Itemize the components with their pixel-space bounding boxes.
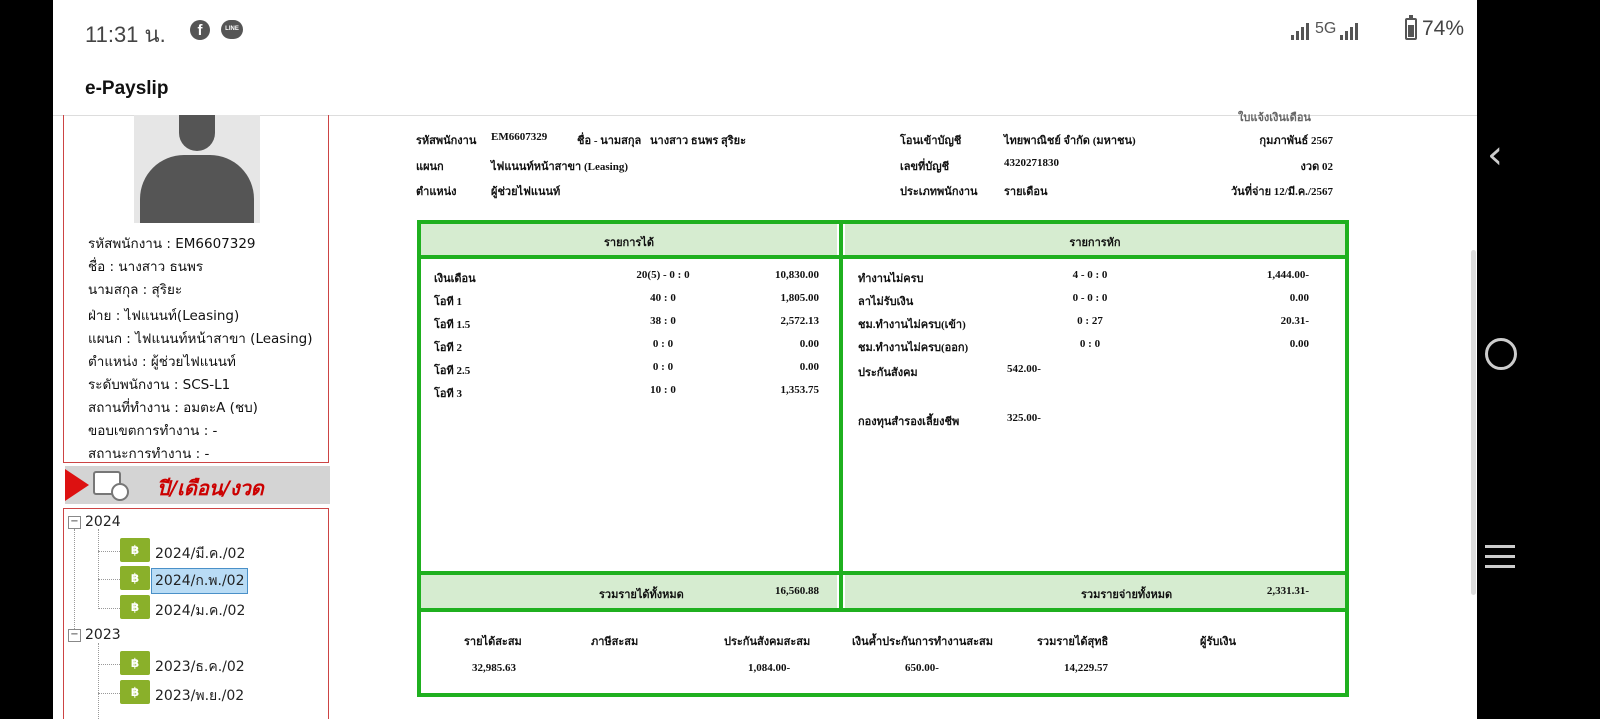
- avatar-body: [140, 155, 254, 223]
- tree-line: [74, 529, 75, 629]
- back-icon[interactable]: ‹: [1487, 132, 1503, 178]
- home-icon[interactable]: [1485, 338, 1517, 370]
- deduct-amount: 0.00: [1289, 338, 1309, 350]
- facebook-icon: f: [190, 20, 210, 40]
- deduct-qty: 0 : 0: [1079, 338, 1101, 350]
- tree-year-2023[interactable]: [68, 627, 121, 643]
- deduct-qty: 4 - 0 : 0: [1072, 269, 1108, 281]
- deduct-label: ทำงานไม่ครบ: [858, 273, 924, 285]
- name-value: นางสาว ธนพร สุริยะ: [650, 135, 747, 147]
- income-label: โอที 3: [434, 388, 463, 400]
- tree-line: [98, 643, 99, 719]
- income-label: โอที 2.5: [434, 365, 471, 377]
- info-workplace: สถานที่ทำงาน : อมตะA (ชบ): [88, 400, 258, 416]
- deduct-amount: 20.31-: [1280, 315, 1309, 327]
- collapse-icon[interactable]: −: [68, 516, 81, 529]
- app-title: e-Payslip: [85, 78, 169, 99]
- payslip-icon[interactable]: ฿: [120, 595, 150, 619]
- tree-line: [98, 608, 120, 609]
- info-first-name: ชื่อ : นางสาว ธนพร: [88, 259, 204, 275]
- social-security-value: 542.00-: [1007, 363, 1041, 375]
- transfer-label: โอนเข้าบัญชี: [900, 135, 962, 147]
- collapse-icon[interactable]: −: [68, 629, 81, 642]
- income-amount: 1,353.75: [780, 384, 819, 396]
- payslip-icon[interactable]: ฿: [120, 566, 150, 590]
- summary-value: 14,229.57: [1064, 662, 1108, 674]
- emp-type-label: ประเภทพนักงาน: [900, 186, 978, 198]
- dept-label: แผนก: [416, 161, 444, 173]
- info-position: ตำแหน่ง : ผู้ช่วยไฟแนนท์: [88, 354, 236, 370]
- line-app-icon: LINE: [221, 20, 243, 39]
- screen: [53, 0, 1523, 719]
- tree-line: [98, 664, 120, 665]
- income-label: เงินเดือน: [434, 273, 476, 285]
- summary-header: ผู้รับเงิน: [1200, 636, 1236, 648]
- summary-header: ประกันสังคมสะสม: [724, 636, 811, 648]
- info-department: แผนก : ไฟแนนท์หน้าสาขา (Leasing): [88, 331, 313, 347]
- total-deduct-label: รวมรายจ่ายทั้งหมด: [1081, 589, 1173, 601]
- info-scope: ขอบเขตการทำงาน : -: [88, 423, 218, 439]
- account-label: เลขที่บัญชี: [900, 161, 950, 173]
- signal-icon: [1291, 22, 1311, 40]
- summary-value: 1,084.00-: [748, 662, 791, 674]
- tree-line: [98, 579, 120, 580]
- table-divider: [839, 220, 843, 612]
- table-rule: [417, 255, 1349, 259]
- income-amount: 0.00: [799, 338, 819, 350]
- social-security-label: ประกันสังคม: [858, 367, 918, 379]
- income-qty: 0 : 0: [652, 338, 674, 350]
- income-amount: 2,572.13: [780, 315, 819, 327]
- avatar: [134, 115, 260, 223]
- deduct-label: ลาไม่รับเงิน: [858, 296, 914, 308]
- income-amount: 1,805.00: [780, 292, 819, 304]
- deduct-amount: 0.00: [1289, 292, 1309, 304]
- bank-value: ไทยพาณิชย์ จำกัด (มหาชน): [1004, 135, 1136, 147]
- menu-icon[interactable]: [1485, 545, 1515, 575]
- employee-profile: [63, 115, 329, 463]
- emp-code-value: EM6607329: [491, 131, 548, 143]
- position-label: ตำแหน่ง: [416, 186, 457, 198]
- provident-fund-label: กองทุนสำรองเลี้ยงชีพ: [858, 416, 960, 428]
- tree-year-label: 2024: [85, 514, 121, 530]
- income-label: โอที 1: [434, 296, 463, 308]
- total-income-value: 16,560.88: [775, 585, 819, 597]
- income-header: รายการได้: [604, 237, 654, 249]
- total-income-label: รวมรายได้ทั้งหมด: [599, 589, 684, 601]
- signal-icon-2: [1340, 22, 1360, 40]
- deduct-qty: 0 - 0 : 0: [1072, 292, 1108, 304]
- dept-value: ไฟแนนท์หน้าสาขา (Leasing): [491, 161, 628, 173]
- emp-code-label: รหัสพนักงาน: [416, 135, 477, 147]
- income-qty: 40 : 0: [650, 292, 676, 304]
- income-qty: 0 : 0: [652, 361, 674, 373]
- income-qty: 10 : 0: [650, 384, 676, 396]
- battery-icon: [1405, 18, 1417, 40]
- avatar-head: [179, 115, 215, 151]
- income-qty: 20(5) - 0 : 0: [636, 269, 690, 281]
- deduct-qty: 0 : 27: [1077, 315, 1103, 327]
- battery-percent: 74%: [1422, 17, 1465, 40]
- info-division: ฝ่าย : ไฟแนนท์(Leasing): [88, 308, 240, 324]
- deduct-amount: 1,444.00-: [1266, 269, 1309, 281]
- info-status: สถานะการทำงาน : -: [88, 446, 210, 462]
- tree-year-2024[interactable]: [68, 514, 121, 530]
- deduct-label: ชม.ทำงานไม่ครบ(ออก): [858, 342, 969, 354]
- summary-header: รายได้สะสม: [464, 636, 522, 648]
- tree-line: [98, 551, 120, 552]
- table-rule: [417, 571, 1349, 575]
- info-emp-code: รหัสพนักงาน : EM6607329: [88, 236, 256, 252]
- period-title: ปี/เดือน/งวด: [157, 476, 264, 500]
- payslip-icon[interactable]: ฿: [120, 651, 150, 675]
- tree-item-2023-dec[interactable]: 2023/ธ.ค./02: [155, 659, 245, 675]
- total-deduct-value: 2,331.31-: [1266, 585, 1309, 597]
- pay-month: กุมภาพันธ์ 2567: [1259, 135, 1333, 147]
- income-amount: 10,830.00: [775, 269, 819, 281]
- scrollbar[interactable]: [1471, 250, 1476, 595]
- tree-item-2024-feb[interactable]: 2024/ก.พ./02: [151, 568, 248, 594]
- provident-fund-value: 325.00-: [1007, 412, 1041, 424]
- period-tree: [63, 508, 329, 719]
- tree-line: [98, 693, 120, 694]
- deduct-header: รายการหัก: [1069, 237, 1121, 249]
- status-time: 11:31 น.: [85, 22, 166, 47]
- account-value: 4320271830: [1004, 157, 1059, 169]
- payslip-icon[interactable]: ฿: [120, 538, 150, 562]
- position-value: ผู้ช่วยไฟแนนท์: [491, 186, 561, 198]
- info-level: ระดับพนักงาน : SCS-L1: [88, 377, 231, 393]
- name-label: ชื่อ - นามสกุล: [577, 135, 642, 147]
- tree-year-label: 2023: [85, 627, 121, 643]
- summary-value: 32,985.63: [472, 662, 516, 674]
- arrow-icon: [65, 469, 89, 501]
- status-bar: [53, 0, 1523, 60]
- income-qty: 38 : 0: [650, 315, 676, 327]
- pay-date: วันที่จ่าย 12/มี.ค./2567: [1231, 186, 1333, 198]
- calendar-icon: [93, 471, 121, 495]
- table-rule: [417, 608, 1349, 612]
- battery-fill: [1408, 25, 1414, 37]
- summary-value: 650.00-: [905, 662, 939, 674]
- emp-type-value: รายเดือน: [1004, 186, 1048, 198]
- income-label: โอที 2: [434, 342, 463, 354]
- info-last-name: นามสกุล : สุริยะ: [88, 282, 183, 298]
- summary-header: ภาษีสะสม: [591, 636, 639, 648]
- income-amount: 0.00: [799, 361, 819, 373]
- tree-item-2024-mar[interactable]: 2024/มี.ค./02: [155, 546, 246, 562]
- tree-item-2023-nov[interactable]: 2023/พ.ย./02: [155, 688, 245, 704]
- payslip-icon[interactable]: ฿: [120, 680, 150, 704]
- summary-header: เงินค้ำประกันการทำงานสะสม: [852, 636, 993, 648]
- summary-header: รวมรายได้สุทธิ: [1037, 636, 1109, 648]
- period-banner: [65, 466, 330, 504]
- navigation-bar: [1477, 0, 1523, 719]
- installment: งวด 02: [1300, 161, 1333, 173]
- payslip-title-cut: ใบแจ้งเงินเดือน: [1238, 112, 1311, 124]
- income-label: โอที 1.5: [434, 319, 471, 331]
- deduct-label: ชม.ทำงานไม่ครบ(เข้า): [858, 319, 966, 331]
- network-type: 5G: [1315, 20, 1337, 37]
- tree-item-2024-jan[interactable]: 2024/ม.ค./02: [155, 603, 246, 619]
- tree-line: [98, 529, 99, 609]
